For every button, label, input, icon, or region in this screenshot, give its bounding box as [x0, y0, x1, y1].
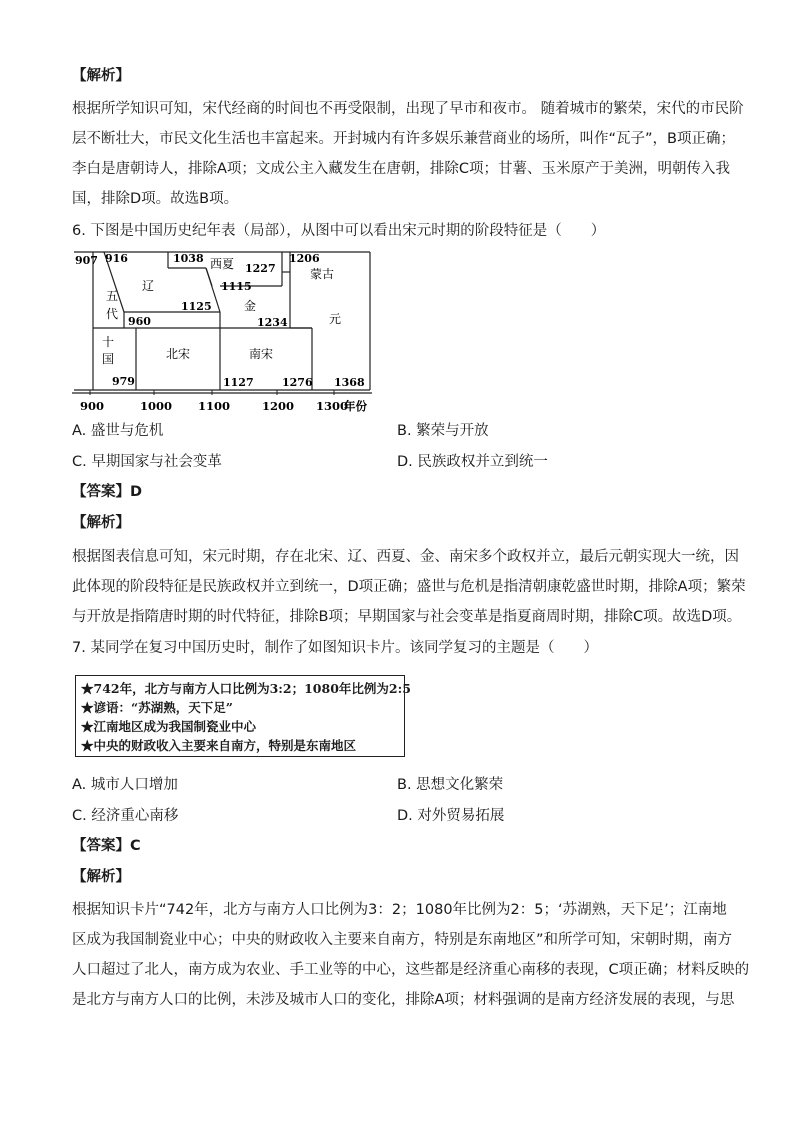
label-nansong: 南宋 [249, 347, 274, 361]
year-1115: 1115 [221, 280, 252, 293]
label-shiguo-1: 十 [102, 335, 115, 349]
axis-tick-1100: 1100 [198, 399, 231, 413]
year-979: 979 [112, 375, 135, 388]
year-1038: 1038 [173, 252, 204, 265]
card-line: ★中央的财政收入主要来自南方，特别是东南地区 [81, 738, 357, 753]
q7-analysis-line: 是北方与南方人口的比例，未涉及城市人口的变化，排除A项；材料强调的是南方经济发展的表现，与思 [72, 992, 735, 1008]
year-1234: 1234 [257, 316, 288, 329]
q6-option-c: C. 早期国家与社会变革 [72, 454, 222, 470]
year-916: 916 [105, 252, 128, 265]
q7-analysis-line: 区成为我国制瓷业中心；中央的财政收入主要来自南方，特别是东南地区”和所学可知，宋朝时期，南方 [72, 932, 733, 948]
year-1127: 1127 [223, 376, 254, 389]
analysis-line: 层不断壮大，市民文化生活也丰富起来。开封城内有许多娱乐兼营商业的场所，叫作“瓦子”，B项正确； [72, 131, 735, 147]
label-liao: 辽 [142, 279, 155, 293]
question-6-stem: 6. 下图是中国历史纪年表（局部），从图中可以看出宋元时期的阶段特征是（ ） [72, 223, 606, 239]
card-line: ★谚语：“苏湖熟，天下足” [81, 700, 233, 715]
axis-tick-1200: 1200 [262, 399, 295, 413]
analysis-line: 根据所学知识可知，宋代经商的时间也不再受限制，出现了早市和夜市。 随着城市的繁荣，宋代的市民阶 [72, 101, 744, 117]
year-1125: 1125 [181, 300, 212, 313]
label-yuan: 元 [329, 312, 342, 326]
year-907: 907 [75, 254, 98, 267]
axis-unit: 年份 [344, 399, 367, 413]
q6-option-b: B. 繁荣与开放 [397, 423, 489, 439]
year-1276: 1276 [282, 376, 313, 389]
q6-option-a: A. 盛世与危机 [72, 423, 164, 439]
q7-answer: 【答案】C [72, 838, 141, 854]
knowledge-card [75, 675, 411, 757]
label-beisong: 北宋 [166, 347, 191, 361]
analysis-line: 李白是唐朝诗人，排除A项；文成公主入藏发生在唐朝，排除C项；甘薯、玉米原产于美洲，明朝传入我 [72, 161, 731, 177]
label-jin: 金 [244, 299, 257, 313]
label-wudai-2: 代 [106, 307, 119, 321]
axis-tick-1000: 1000 [140, 399, 173, 413]
q7-option-c: C. 经济重心南移 [72, 808, 179, 824]
axis-tick-1300: 1300 [316, 399, 349, 413]
q6-analysis-heading: 【解析】 [72, 515, 130, 531]
q7-option-a: A. 城市人口增加 [72, 777, 178, 793]
q6-analysis-line: 根据图表信息可知，宋元时期，存在北宋、辽、西夏、金、南宋多个政权并立，最后元朝实现大一统，因 [72, 549, 739, 565]
q6-answer: 【答案】D [72, 484, 143, 500]
label-shiguo-2: 国 [102, 352, 115, 366]
year-1368: 1368 [334, 376, 365, 389]
q7-analysis-line: 人口超过了北人，南方成为农业、手工业等的中心，这些都是经济重心南移的表现，C项正确；材料反映的 [72, 962, 750, 978]
q7-option-b: B. 思想文化繁荣 [397, 777, 504, 793]
analysis-line: 国，排除D项。故选B项。 [72, 191, 239, 207]
label-xixia: 西夏 [210, 257, 235, 271]
question-7-stem: 7. 某同学在复习中国历史时，制作了如图知识卡片。该同学复习的主题是（ ） [72, 640, 598, 656]
label-wudai-1: 五 [106, 289, 119, 303]
label-menggu: 蒙古 [310, 267, 335, 281]
q7-option-d: D. 对外贸易拓展 [397, 808, 505, 824]
q6-analysis-line: 此体现的阶段特征是民族政权并立到统一，D项正确；盛世与危机是指清朝康乾盛世时期，排除A项；繁荣 [72, 579, 746, 595]
q6-analysis-line: 与开放是指隋唐时期的时代特征，排除B项；早期国家与社会变革是指夏商周时期，排除C项。故选D项。 [72, 609, 742, 625]
card-line: ★江南地区成为我国制瓷业中心 [81, 719, 257, 734]
q7-analysis-line: 根据知识卡片“742年，北方与南方人口比例为3：2；1080年比例为2：5；‘苏湖熟，天下足’；江南地 [72, 902, 727, 918]
q7-analysis-heading: 【解析】 [72, 869, 130, 885]
year-960: 960 [128, 315, 151, 328]
analysis-heading: 【解析】 [72, 68, 130, 84]
year-1227: 1227 [245, 262, 276, 275]
card-line: ★742年，北方与南方人口比例为3:2；1080年比例为2:5 [81, 681, 411, 696]
year-1206: 1206 [289, 252, 320, 265]
timeline-chart [72, 248, 382, 418]
axis-tick-900: 900 [80, 399, 105, 413]
q6-option-d: D. 民族政权并立到统一 [397, 454, 548, 470]
